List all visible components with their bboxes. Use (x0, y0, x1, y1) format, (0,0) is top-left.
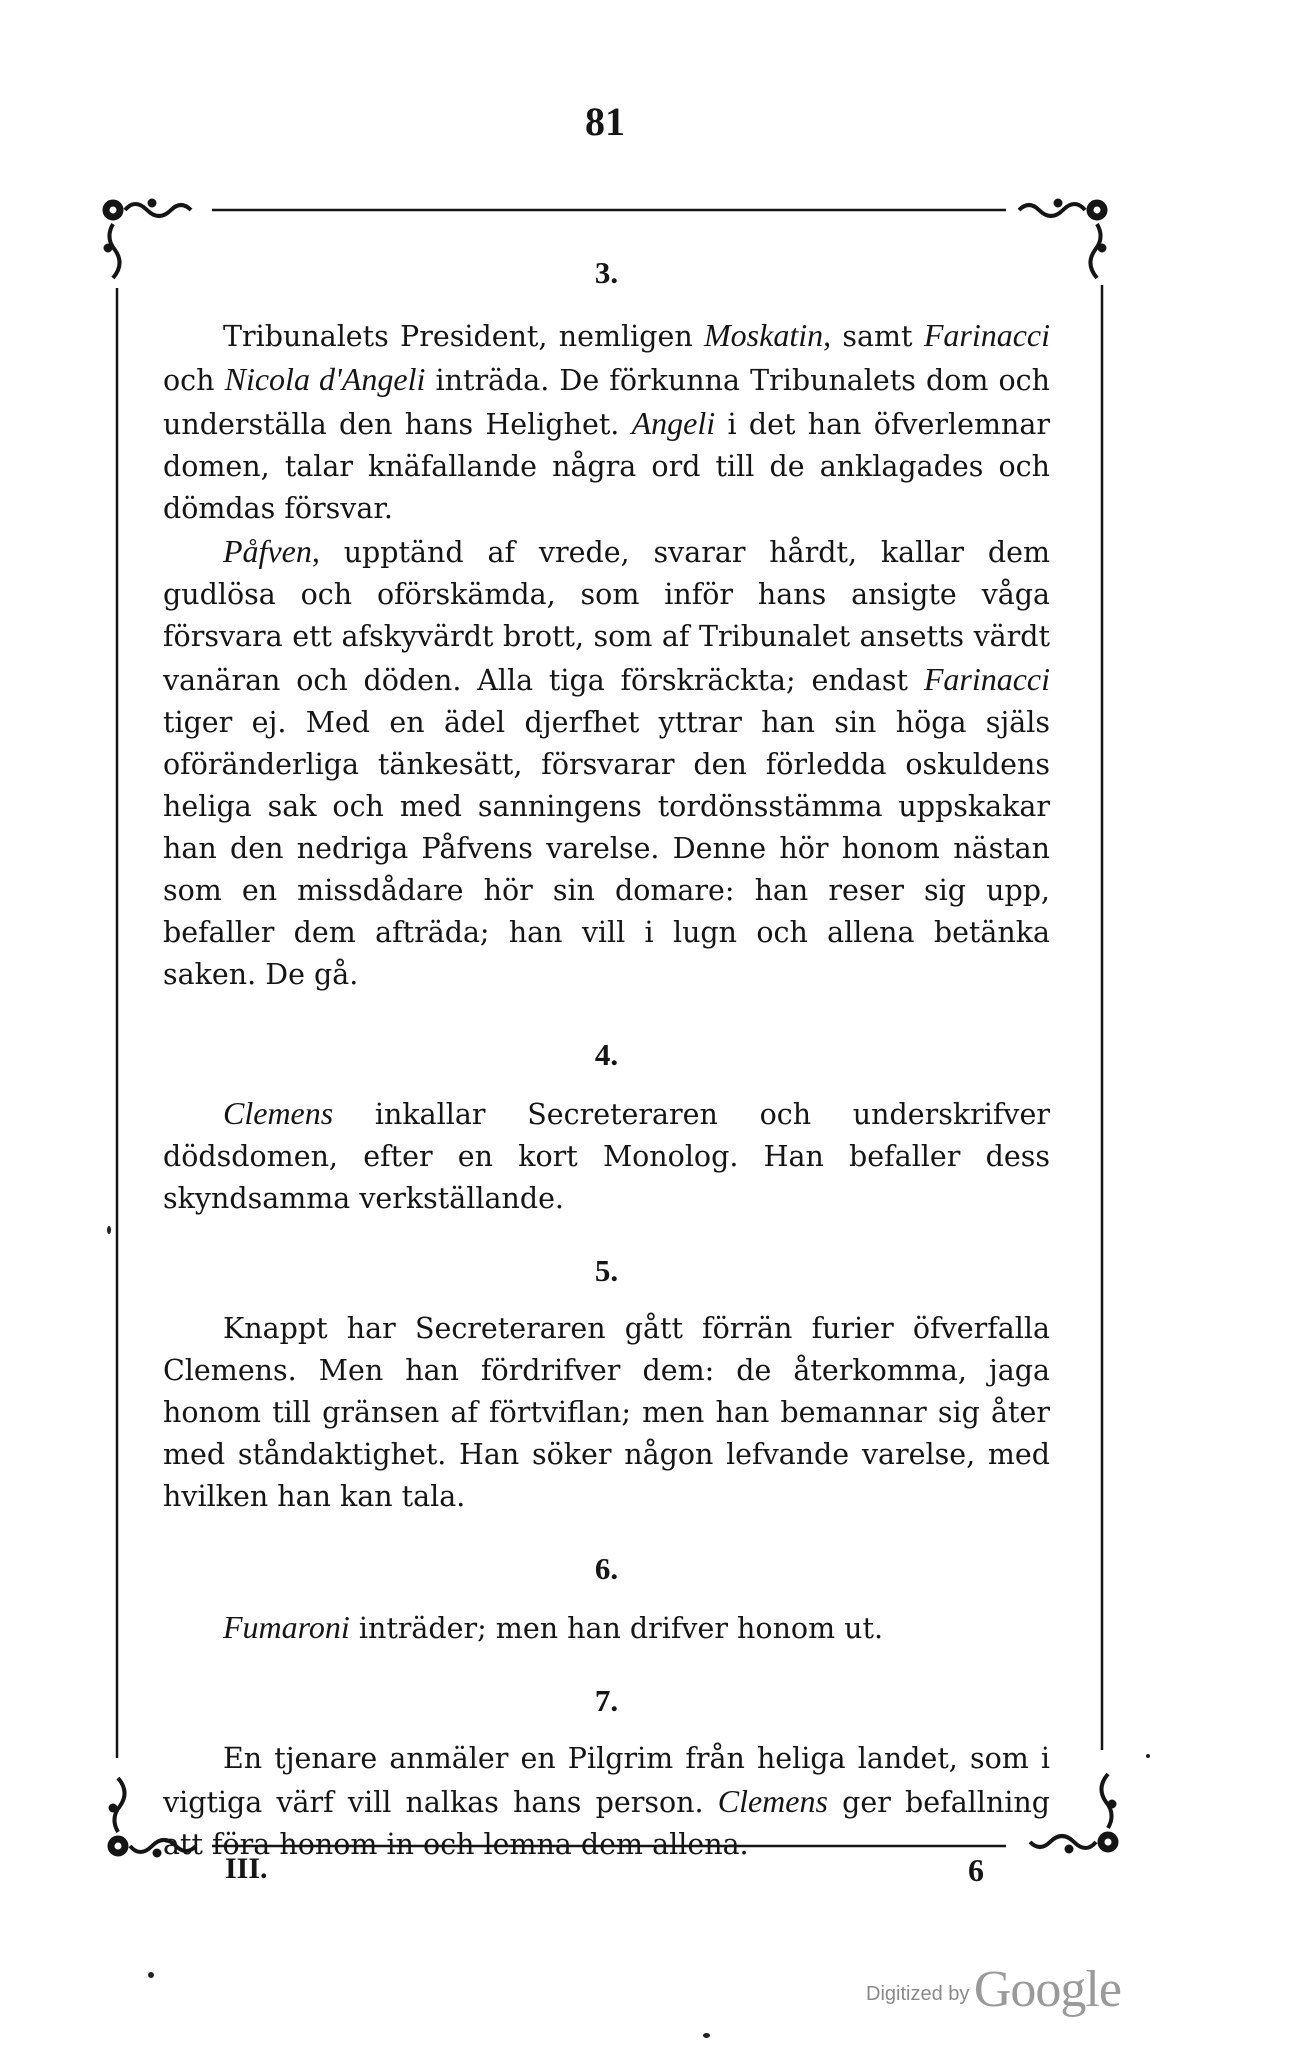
italic-name: Påfven, (223, 533, 320, 569)
watermark-brand: Google (973, 1961, 1121, 2018)
digitized-by-watermark (866, 1960, 1121, 2019)
paragraph (163, 314, 1050, 530)
italic-name: Clemens (223, 1095, 334, 1131)
text-run: inträda. De förkunna Tribunalets dom och underställa den hans Helighet. (163, 364, 1050, 441)
section-number: 3. (594, 255, 619, 290)
text-run: och (163, 364, 225, 397)
text-run: upptänd af vrede, svarar hårdt, kallar dem gudlösa och oförskämda, som inför hans ansigte våga försvara ett afskyvärdt brott, som af Tribunalet ansetts värdt vanäran och döden. Alla tiga förskräckta; endast (163, 536, 1050, 697)
text-run: inträder; men han drifver honom ut. (349, 1612, 884, 1645)
page-number: 81 (585, 99, 625, 144)
text-run: Tribunalets President, nemligen (223, 320, 704, 353)
section-number: 6. (594, 1551, 619, 1586)
italic-name: Moskatin, (704, 317, 832, 353)
italic-name: Farinacci (923, 317, 1050, 353)
italic-name: Nicola d'Angeli (224, 361, 426, 397)
text-run: samt (831, 320, 924, 353)
italic-name: Fumaroni (223, 1609, 350, 1645)
signature-mark: III. (225, 1852, 268, 1885)
paragraph (163, 1092, 1050, 1220)
ink-speck (703, 2033, 710, 2038)
italic-name: Angeli (631, 405, 716, 441)
paragraph (163, 530, 1050, 996)
text-run: i det han öfverlemnar domen, talar knäfallande några ord till de anklagades och dömdas försvar. (163, 408, 1050, 525)
paragraph (163, 1308, 1050, 1518)
ink-speck (148, 1972, 154, 1978)
text-run: Knappt har Secreteraren gått förrän furier öfverfalla Clemens. Men han fördrifver dem: de återkomma, jaga honom till gränsen af förtviflan; men han bemannar sig åter med ståndaktighet. Han söker någon lefvande varelse, med hvilken han kan tala. (163, 1312, 1050, 1513)
sheet-number: 6 (968, 1852, 984, 1888)
section-number: 5. (594, 1253, 619, 1288)
ink-speck (1146, 1754, 1150, 1758)
section-number: 4. (594, 1037, 619, 1072)
ink-speck (107, 1226, 111, 1234)
text-run: inkallar Secreteraren och underskrifver dödsdomen, efter en kort Monolog. Han befaller dess skyndsamma verkställande. (163, 1098, 1050, 1215)
paragraph (163, 1606, 1050, 1650)
section-number: 7. (594, 1683, 619, 1718)
paragraph (163, 1738, 1050, 1866)
watermark-prefix: Digitized by (866, 1983, 970, 2005)
italic-name: Clemens (717, 1783, 828, 1819)
text-run: En tjenare anmäler en Pilgrim från heliga landet, som i vigtiga värf vill nalkas hans person. (163, 1742, 1050, 1819)
text-run: ger befallning att föra honom in och lemna dem allena. (163, 1786, 1050, 1861)
text-run: tiger ej. Med en ädel djerfhet yttrar han sin höga själs oföränderliga tänkesätt, försvarar den förledda oskuldens heliga sak och med sanningens tordönsstämma uppskakar han den nedriga Påfvens varelse. Denne hör honom nästan som en missdådare hör sin domare: han reser sig upp, befaller dem afträda; han vill i lugn och allena betänka saken. De gå. (163, 706, 1050, 991)
main-text (163, 252, 1050, 1866)
italic-name: Farinacci (923, 661, 1050, 697)
